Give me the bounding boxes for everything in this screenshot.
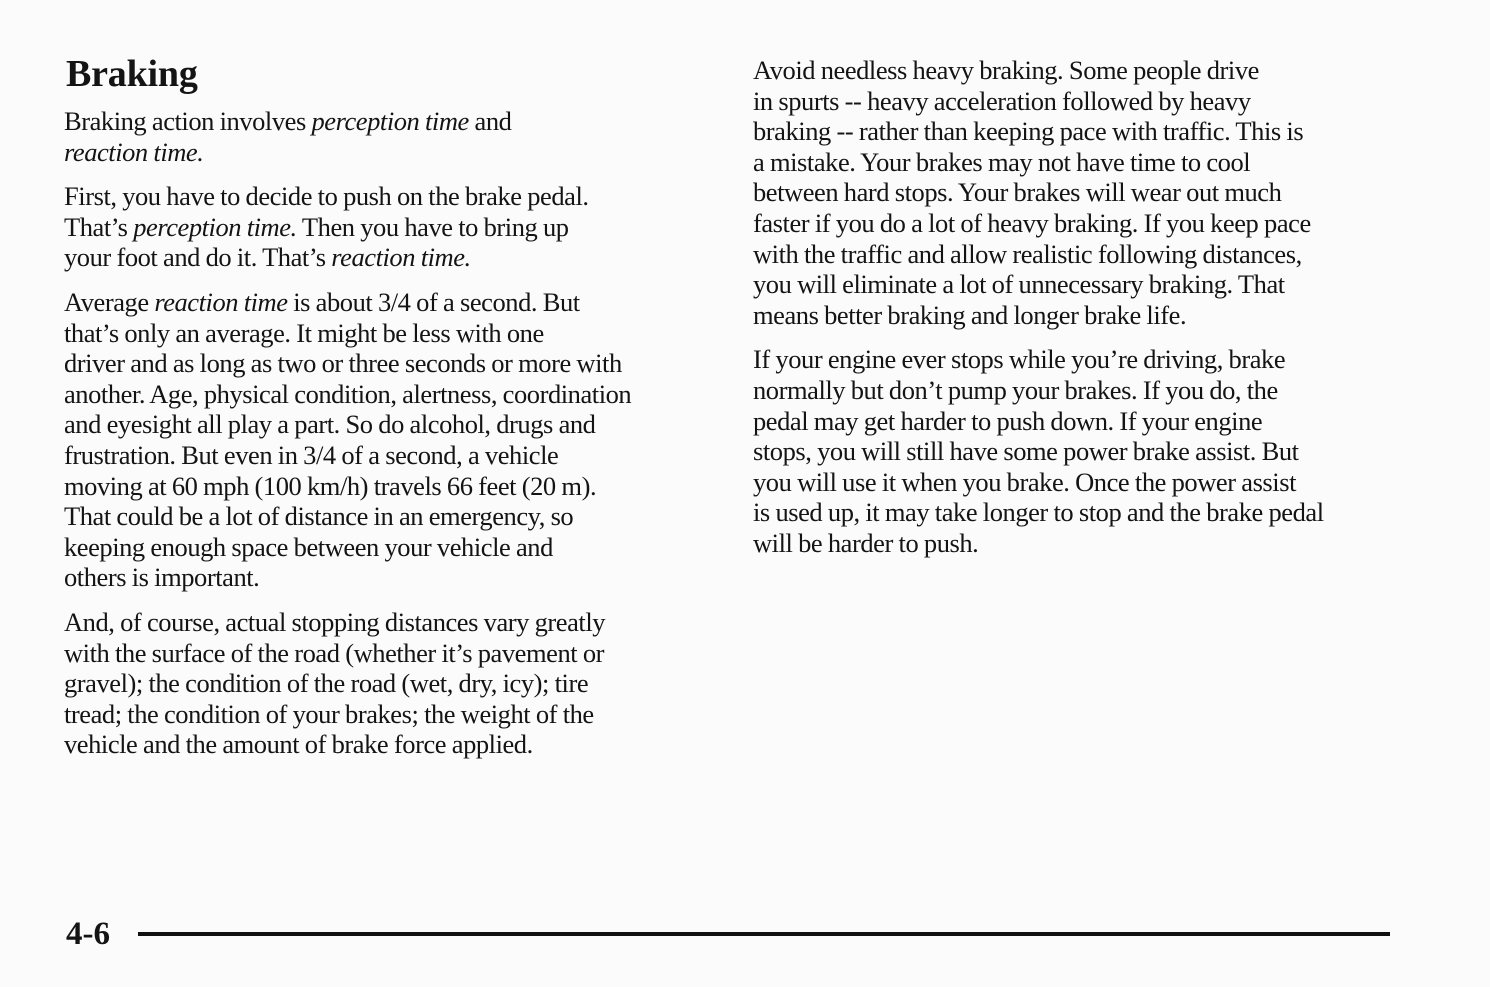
text-line: If your engine ever stops while you’re driving, brake <box>753 344 1286 375</box>
text-line: faster if you do a lot of heavy braking. If you keep pace <box>753 207 1311 238</box>
emphasis-term: perception time <box>311 106 469 136</box>
text-line: pedal may get harder to push down. If your engine <box>753 405 1263 436</box>
text-line: moving at 60 mph (100 km/h) travels 66 feet (20 m). <box>64 470 597 501</box>
text-line: Braking action involves perception time and <box>64 106 512 136</box>
page-number: 4-6 <box>66 916 110 952</box>
text-line: First, you have to decide to push on the brake pedal. <box>64 181 589 212</box>
text-line: with the traffic and allow realistic following distances, <box>753 238 1302 269</box>
text-line: in spurts -- heavy acceleration followed by heavy <box>753 85 1251 116</box>
text-line: your foot and do it. That’s reaction time. <box>64 242 471 273</box>
text-line: you will use it when you brake. Once the power assist <box>753 466 1296 497</box>
text-line: between hard stops. Your brakes will wear out much <box>753 177 1282 208</box>
text-line: keeping enough space between your vehicle and <box>64 531 553 562</box>
text-line: will be harder to push. <box>753 527 979 558</box>
text-line: Avoid needless heavy braking. Some people drive <box>753 55 1259 85</box>
text-line: stops, you will still have some power brake assist. But <box>753 436 1299 467</box>
text-line: another. Age, physical condition, alertness, coordination <box>64 378 632 409</box>
text-line: That’s perception time. Then you have to bring up <box>64 211 569 242</box>
page-footer <box>66 914 1390 954</box>
emphasis-term: reaction time. <box>64 136 204 167</box>
emphasis-term: reaction time. <box>331 242 471 273</box>
text-line: That could be a lot of distance in an emergency, so <box>64 501 574 532</box>
text-line: tread; the condition of your brakes; the weight of the <box>64 698 594 729</box>
text-line: driver and as long as two or three seconds or more with <box>64 348 622 379</box>
text-line: vehicle and the amount of brake force applied. <box>64 729 533 760</box>
text-line: that’s only an average. It might be less with one <box>64 317 544 348</box>
text-line: is used up, it may take longer to stop and the brake pedal <box>753 497 1324 528</box>
text-line: frustration. But even in 3/4 of a second, a vehicle <box>64 439 559 470</box>
text-line: gravel); the condition of the road (wet, dry, icy); tire <box>64 668 589 699</box>
text-line: you will eliminate a lot of unnecessary braking. That <box>753 269 1285 300</box>
paragraph-perception-reaction <box>64 181 704 273</box>
emphasis-term: perception time. <box>133 211 297 242</box>
paragraph-engine-stops <box>753 344 1401 558</box>
text-line: and eyesight all play a part. So do alcohol, drugs and <box>64 409 596 440</box>
text-line: braking -- rather than keeping pace with traffic. This is <box>753 116 1304 147</box>
paragraph-braking-intro <box>64 106 704 167</box>
text-line: a mistake. Your brakes may not have time to cool <box>753 146 1251 177</box>
text-line: Average reaction time is about 3/4 of a second. But <box>64 286 580 317</box>
paragraph-avoid-heavy-braking <box>753 55 1401 330</box>
text-line <box>64 137 704 168</box>
text-line: normally but don’t pump your brakes. If you do, the <box>753 374 1278 405</box>
text-line: And, of course, actual stopping distances vary greatly <box>64 606 606 637</box>
emphasis-term: reaction time <box>154 286 288 317</box>
paragraph-average-reaction-time <box>64 287 704 593</box>
text-line: others is important. <box>64 562 260 593</box>
left-column <box>64 52 704 774</box>
section-title: Braking <box>66 53 198 95</box>
footer-rule <box>138 932 1390 936</box>
right-column <box>753 55 1401 573</box>
text-line: with the surface of the road (whether it’s pavement or <box>64 637 605 668</box>
text-line: means better braking and longer brake life. <box>753 299 1187 330</box>
paragraph-stopping-distances <box>64 607 704 760</box>
